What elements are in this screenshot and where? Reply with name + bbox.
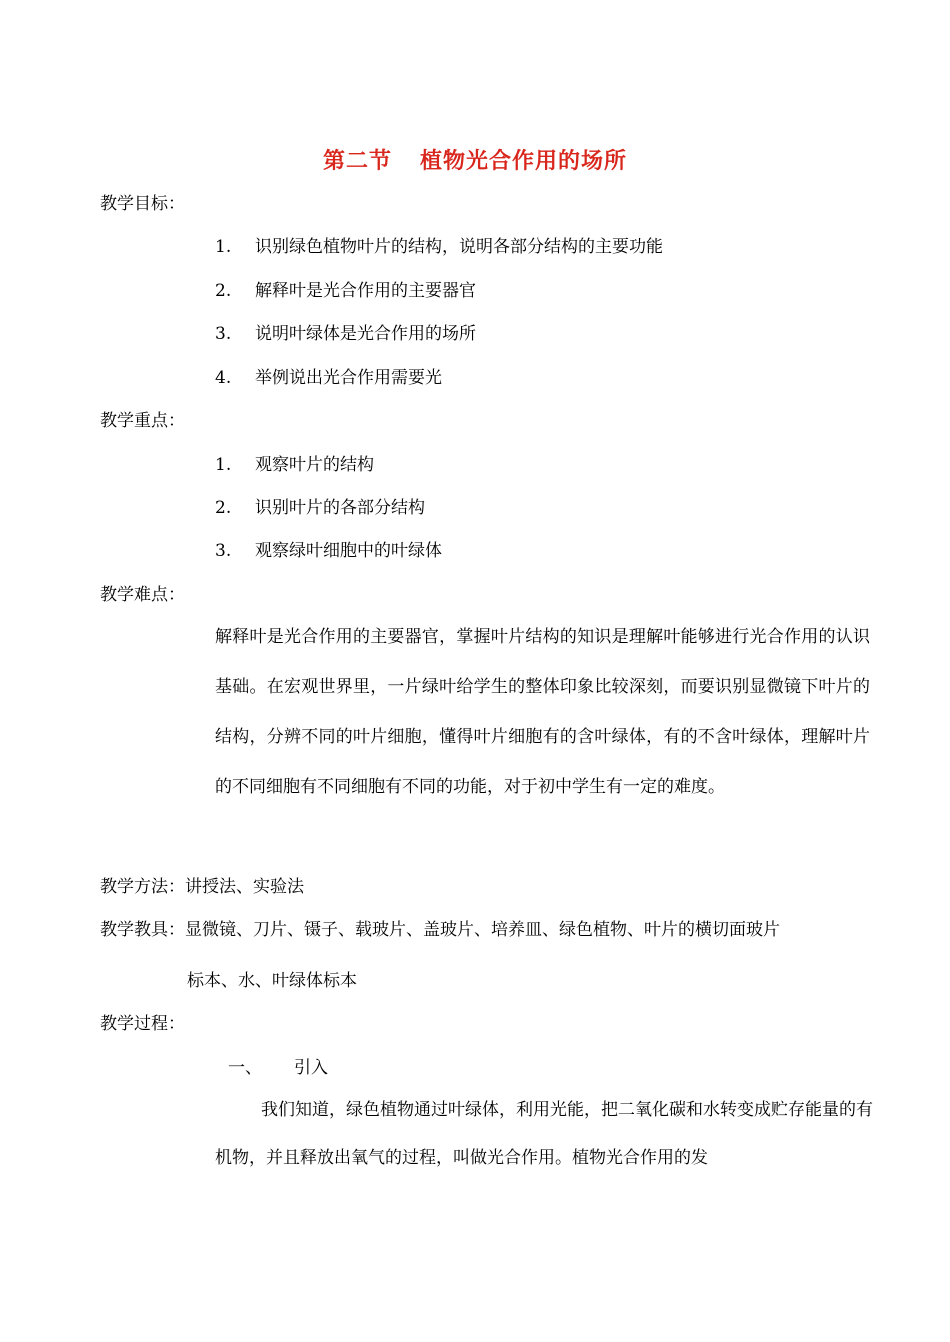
objective-text: 识别绿色植物叶片的结构，说明各部分结构的主要功能	[255, 237, 663, 257]
page-title	[0, 144, 950, 175]
method-text: 讲授法、实验法	[185, 877, 304, 897]
key-point-num: 1.	[215, 455, 232, 475]
process-heading: 教学过程：	[100, 1014, 185, 1034]
objective-item	[215, 323, 476, 345]
key-point-item	[215, 454, 374, 476]
key-point-item	[215, 497, 425, 519]
objective-item	[215, 236, 663, 258]
objective-num: 1.	[215, 237, 232, 257]
objective-num: 2.	[215, 281, 232, 301]
method-line	[100, 876, 304, 898]
key-point-item	[215, 540, 442, 562]
process-step-num: 一、	[228, 1058, 262, 1078]
objective-item	[215, 367, 442, 389]
process-step	[228, 1057, 328, 1079]
intro-paragraph: 我们知道，绿色植物通过叶绿体，利用光能，把二氧化碳和水转变成贮存能量的有机物，并且释放出氧气的过程，叫做光合作用。植物光合作用的发	[215, 1100, 873, 1168]
objective-text: 说明叶绿体是光合作用的场所	[255, 324, 476, 344]
tools-continuation: 标本、水、叶绿体标本	[187, 971, 357, 991]
tools-text: 显微镜、刀片、镊子、载玻片、盖玻片、培养皿、绿色植物、叶片的横切面玻片	[185, 920, 780, 940]
objective-text: 举例说出光合作用需要光	[255, 368, 442, 388]
title-section: 第二节	[322, 148, 392, 174]
title-topic: 植物光合作用的场所	[420, 148, 628, 174]
key-points-heading: 教学重点：	[100, 411, 185, 431]
key-point-num: 3.	[215, 541, 232, 561]
tools-label: 教学教具：	[100, 920, 185, 940]
key-point-text: 观察绿叶细胞中的叶绿体	[255, 541, 442, 561]
difficulties-paragraph: 解释叶是光合作用的主要器官，掌握叶片结构的知识是理解叶能够进行光合作用的认识基础。在宏观世界里，一片绿叶给学生的整体印象比较深刻，而要识别显微镜下叶片的结构，分辨不同的叶片细胞，懂得叶片细胞有的含叶绿体，有的不含叶绿体，理解叶片的不同细胞有不同细胞有不同的功能，对于初中学生有一定的难度。	[215, 627, 870, 797]
objectives-heading: 教学目标：	[100, 194, 185, 214]
difficulties-heading: 教学难点：	[100, 585, 185, 605]
method-label: 教学方法：	[100, 877, 185, 897]
key-point-num: 2.	[215, 498, 232, 518]
objective-num: 3.	[215, 324, 232, 344]
objective-num: 4.	[215, 368, 232, 388]
objective-text: 解释叶是光合作用的主要器官	[255, 281, 476, 301]
objective-item	[215, 280, 476, 302]
tools-line	[100, 919, 780, 941]
process-step-title: 引入	[294, 1058, 328, 1078]
key-point-text: 识别叶片的各部分结构	[255, 498, 425, 518]
key-point-text: 观察叶片的结构	[255, 455, 374, 475]
